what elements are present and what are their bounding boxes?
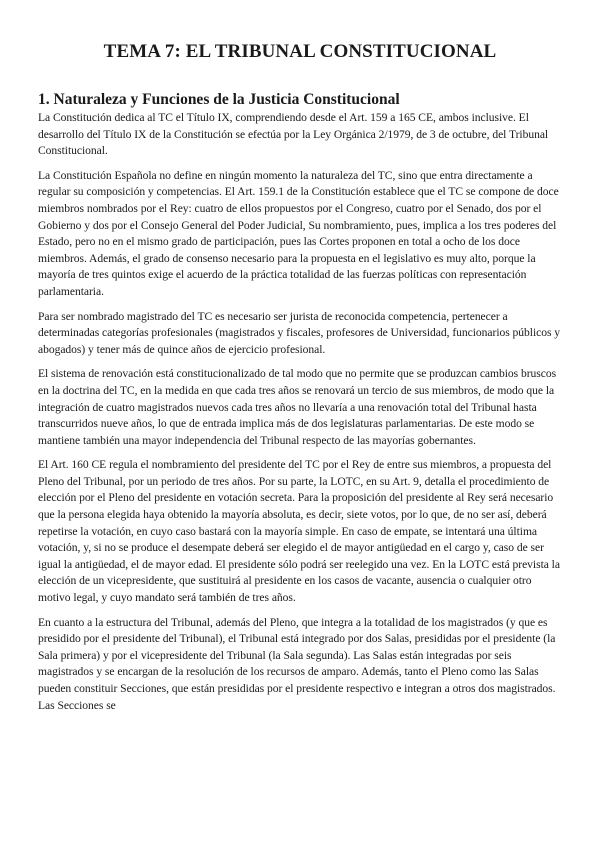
paragraph-composition: La Constitución Española no define en ningún momento la naturaleza del TC, sino que entra directamente a regular su composición y competencias. El Art. 159.1 de la Constitución establece que el TC se compone de doce miembros nombrados por el Rey: cuatro de ellos propuestos por el Congreso, cuatro por el Senado, dos por el Gobierno y dos por el Consejo General del Poder Judicial, Su nombramiento, pues, implica a los tres poderes del Estado, pero no en el mismo grado de participación, pues las Cortes proponen en total a ocho de los doce miembros. Además, el grado de consenso necesario para la propuesta en el legislativo es muy alto, porque la mayoría de tres quintos exige el acuerdo de la práctica totalidad de las fuerzas políticas con representación parlamentaria. [38,168,559,298]
section-heading: 1. Naturaleza y Funciones de la Justicia Constitucional [38,91,400,108]
paragraph-structure: En cuanto a la estructura del Tribunal, además del Pleno, que integra a la totalidad de los magistrados (y que es presidido por el presidente del Tribunal), el Tribunal está integrado por dos Salas, presididas por el presidente (la Sala primera) y por el vicepresidente del Tribunal (la Sala segunda). Las Salas están integradas por seis magistrados y se encargan de la resolución de los recursos de amparo. Además, tanto el Pleno como las Salas pueden constituir Secciones, que están presididas por el presidente respectivo e integran a otros dos magistrados. Las Secciones se [38,615,556,712]
paragraph-requirements: Para ser nombrado magistrado del TC es necesario ser jurista de reconocida competencia, pertenecer a determinadas categorías profesionales (magistrados y fiscales, profesores de Universidad, funcionarios públicos y abogados) y tener más de quince años de ejercicio profesional. [38,309,561,356]
paragraph-intro: La Constitución dedica al TC el Título IX, comprendiendo desde el Art. 159 a 165 CE, ambos inclusive. El desarrollo del Título IX de la Constitución se efectúa por la Ley Orgánica 2/1979, de 3 de octubre, del Tribunal Constitucional. [38,111,549,158]
document-body [38,90,564,722]
paragraph-president: El Art. 160 CE regula el nombramiento del presidente del TC por el Rey de entre sus miembros, a propuesta del Pleno del Tribunal, por un periodo de tres años. Por su parte, la LOTC, en su Art. 9, detalla el procedimiento de elección por el Pleno del presidente en votación secreta. Para la proposición del presidente al Rey será necesario que la persona elegida haya obtenido la mayoría absoluta, es decir, siete votos, por lo que, de no ser así, deberá repetirse la votación, en cuyo caso bastará con la mayoría simple. En caso de empate, se intentará una última votación, y, si no se produce el desempate deberá ser elegido el de mayor antigüedad en el cargo y, caso de ser igual la antigüedad, el de mayor edad. El presidente sólo podrá ser reelegido una vez. En la LOTC está prevista la elección de un vicepresidente, que sustituirá al presidente en los casos de vacante, ausencia o cualquier otro motivo legal, y cuyo mandato será también de tres años. [38,458,560,605]
paragraph-renewal: El sistema de renovación está constitucionalizado de tal modo que no permite que se produzcan cambios bruscos en la doctrina del TC, en la medida en que cada tres años se renovará un tercio de sus miembros, de modo que la integración de cuatro magistrados nuevos cada tres años no llevaría a una renovación total del Tribunal hasta transcurridos nueve años, lo que de entrada implica más de dos legislaturas parlamentarias. De este modo se mantiene también una mayor independencia del Tribunal respecto de las mayorías gobernantes. [38,367,557,447]
page-title: TEMA 7: EL TRIBUNAL CONSTITUCIONAL [103,41,497,62]
